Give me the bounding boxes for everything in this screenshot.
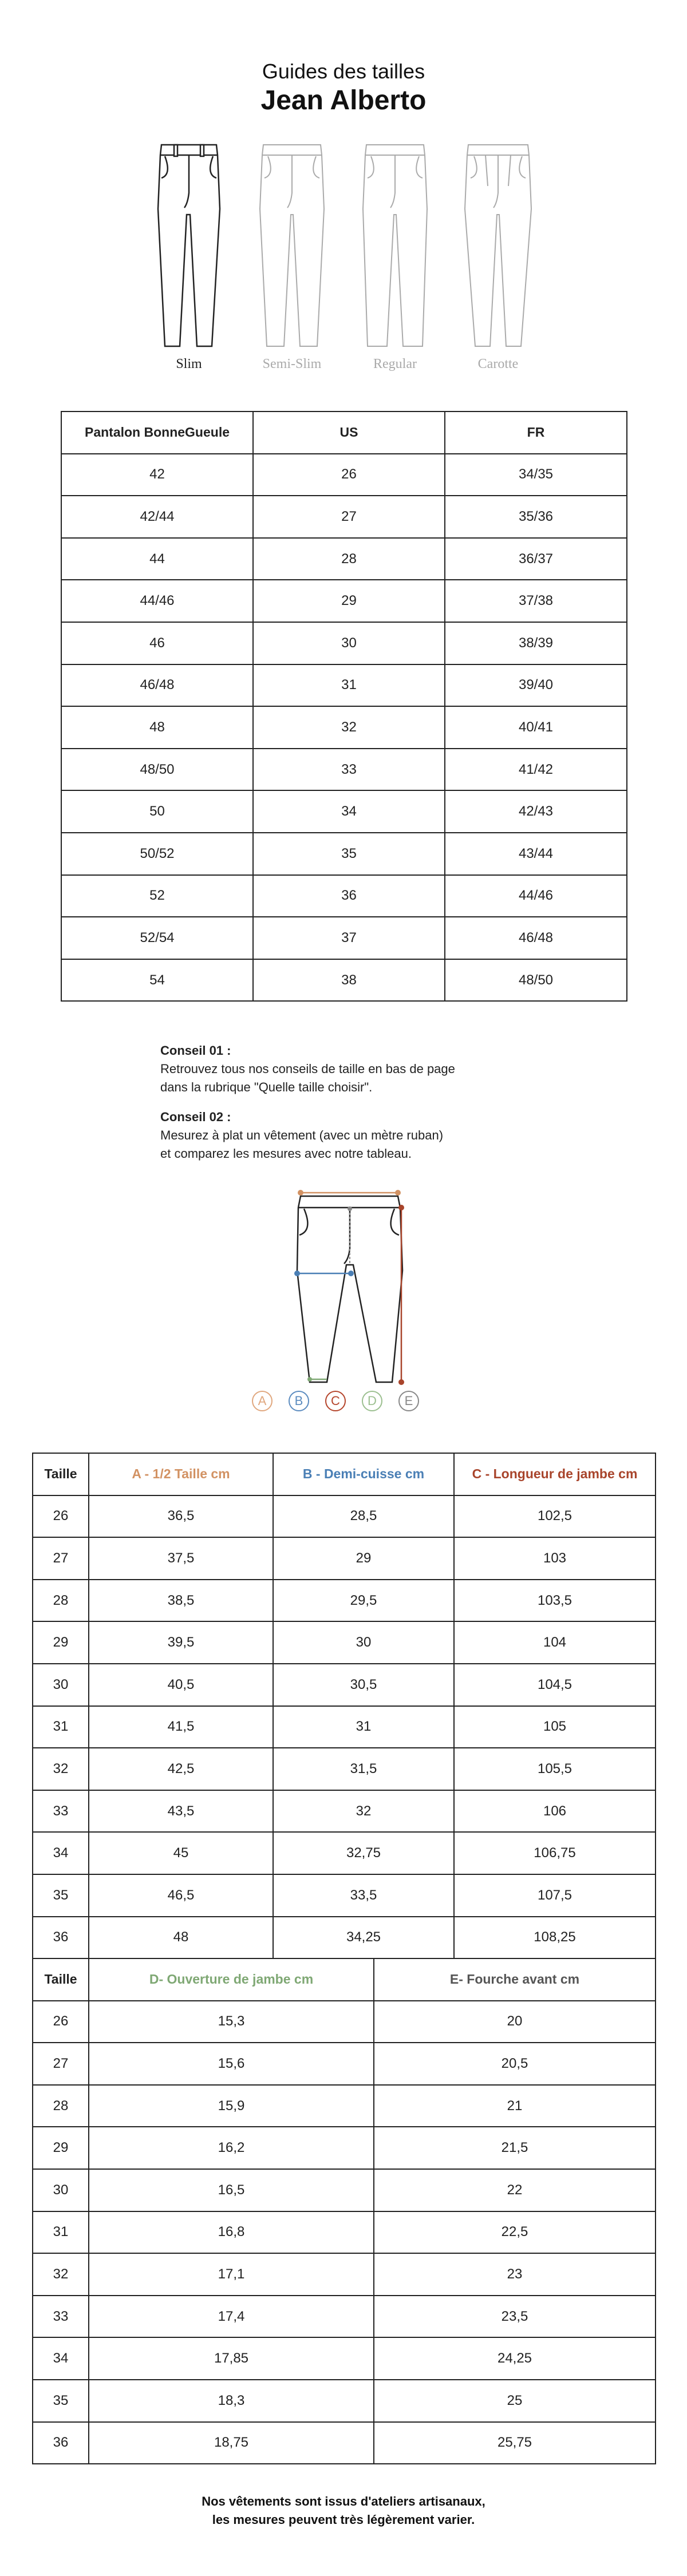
table-cell: 32	[33, 1748, 89, 1790]
table-row	[33, 2043, 656, 2085]
table-cell: 36	[33, 1917, 89, 1959]
table-cell: 25,75	[374, 2422, 656, 2464]
fit-label-carotte: Carotte	[477, 357, 519, 371]
table-row	[33, 1748, 656, 1790]
table-row	[33, 2127, 656, 2169]
table-cell: 43/44	[445, 833, 627, 875]
table-cell: 16,5	[89, 2169, 374, 2211]
table-row	[61, 959, 627, 1002]
column-header-c: C - Longueur de jambe cm	[454, 1453, 656, 1495]
table-cell: 31,5	[273, 1748, 454, 1790]
table-cell: 31	[33, 1706, 89, 1748]
table-row	[33, 1874, 656, 1917]
table-row	[33, 2085, 656, 2127]
fit-carotte[interactable]	[447, 140, 550, 372]
table-row	[33, 1790, 656, 1833]
table-row	[61, 875, 627, 917]
table-header-row	[33, 1453, 656, 1495]
table-cell: 105	[454, 1706, 656, 1748]
table-cell: 26	[253, 454, 445, 496]
page-subtitle: Guides des tailles	[262, 60, 425, 83]
regular-pants-icon	[355, 140, 435, 352]
table-cell: 33	[253, 749, 445, 791]
table-cell: 22	[374, 2169, 656, 2211]
table-cell: 32	[273, 1790, 454, 1833]
tip-2-line-2: et comparez les mesures avec notre tableau.	[160, 1146, 412, 1161]
table-cell: 52	[61, 875, 253, 917]
table-row	[61, 917, 627, 959]
table-cell: 44/46	[445, 875, 627, 917]
table-cell: 33,5	[273, 1874, 454, 1917]
table-cell: 24,25	[374, 2337, 656, 2380]
table-row	[61, 496, 627, 538]
table-cell: 42/43	[445, 790, 627, 833]
table-cell: 42,5	[89, 1748, 273, 1790]
table-cell: 52/54	[61, 917, 253, 959]
footnote-line-2: les mesures peuvent très légèrement varier.	[212, 2512, 475, 2527]
table-cell: 23,5	[374, 2296, 656, 2338]
table-cell: 17,1	[89, 2253, 374, 2296]
table-cell: 27	[253, 496, 445, 538]
table-cell: 27	[33, 1537, 89, 1580]
table-cell: 42	[61, 454, 253, 496]
table-cell: 36,5	[89, 1495, 273, 1538]
table-cell: 30,5	[273, 1664, 454, 1706]
table-cell: 26	[33, 2001, 89, 2043]
column-header-e: E- Fourche avant cm	[374, 1958, 656, 2001]
column-header: Taille	[33, 1958, 89, 2001]
tip-1-line-1: Retrouvez tous nos conseils de taille en bas de page	[160, 1062, 455, 1076]
table-cell: 25	[374, 2380, 656, 2422]
table-cell: 45	[89, 1832, 273, 1874]
table-cell: 16,8	[89, 2211, 374, 2254]
table-cell: 27	[33, 2043, 89, 2085]
table-cell: 36	[33, 2422, 89, 2464]
table-row	[61, 580, 627, 622]
table-cell: 28	[33, 2085, 89, 2127]
table-cell: 41/42	[445, 749, 627, 791]
table-cell: 29	[253, 580, 445, 622]
table-cell: 22,5	[374, 2211, 656, 2254]
fit-regular[interactable]	[344, 140, 447, 372]
table-cell: 29	[33, 2127, 89, 2169]
measure-b-point	[294, 1271, 300, 1276]
table-row	[33, 1917, 656, 1959]
table-row	[33, 2253, 656, 2296]
legend-e: E	[398, 1391, 419, 1411]
footnote-line-1: Nos vêtements sont issus d'ateliers artisanaux,	[202, 2494, 485, 2508]
table-cell: 30	[253, 622, 445, 664]
table-row	[33, 1706, 656, 1748]
table-cell: 31	[273, 1706, 454, 1748]
carotte-pants-icon	[458, 140, 538, 352]
table-row	[33, 1580, 656, 1622]
column-header-d: D- Ouverture de jambe cm	[89, 1958, 374, 2001]
column-header: US	[253, 411, 445, 454]
table-row	[33, 2380, 656, 2422]
table-cell: 21	[374, 2085, 656, 2127]
table-cell: 36	[253, 875, 445, 917]
table-cell: 30	[33, 1664, 89, 1706]
measurement-table-2	[32, 1958, 656, 2464]
table-row	[33, 2211, 656, 2254]
table-cell: 33	[33, 2296, 89, 2338]
table-cell: 32	[253, 706, 445, 749]
table-cell: 34,25	[273, 1917, 454, 1959]
measure-c-point	[398, 1205, 404, 1210]
table-cell: 40,5	[89, 1664, 273, 1706]
table-cell: 18,3	[89, 2380, 374, 2422]
table-cell: 30	[33, 2169, 89, 2211]
table-cell: 48/50	[445, 959, 627, 1002]
legend-d: D	[362, 1391, 382, 1411]
table-cell: 38,5	[89, 1580, 273, 1622]
table-cell: 31	[33, 2211, 89, 2254]
table-cell: 44	[61, 538, 253, 580]
fit-label-regular: Regular	[373, 357, 417, 371]
table-row	[33, 1495, 656, 1538]
measure-a-point	[395, 1190, 401, 1196]
column-header: Pantalon BonneGueule	[61, 411, 253, 454]
table-row	[61, 454, 627, 496]
table-cell: 50/52	[61, 833, 253, 875]
column-header-a: A - 1/2 Taille cm	[89, 1453, 273, 1495]
table-cell: 48	[89, 1917, 273, 1959]
table-cell: 37	[253, 917, 445, 959]
table-row	[33, 1832, 656, 1874]
table-cell: 46,5	[89, 1874, 273, 1917]
measure-d-point	[307, 1377, 312, 1382]
fit-label-slim: Slim	[176, 357, 202, 371]
table-cell: 15,9	[89, 2085, 374, 2127]
table-cell: 28,5	[273, 1495, 454, 1538]
measure-e-point	[348, 1206, 352, 1211]
table-cell: 48	[61, 706, 253, 749]
table-cell: 34	[33, 1832, 89, 1874]
column-header: Taille	[33, 1453, 89, 1495]
table-cell: 35	[33, 2380, 89, 2422]
table-cell: 50	[61, 790, 253, 833]
tip-2-line-1: Mesurez à plat un vêtement (avec un mètre ruban)	[160, 1128, 444, 1142]
size-conversion-table	[61, 411, 627, 1002]
table-row	[33, 1621, 656, 1664]
table-cell: 33	[33, 1790, 89, 1833]
legend-a: A	[252, 1391, 273, 1411]
table-cell: 106	[454, 1790, 656, 1833]
tip-2-title: Conseil 02 :	[160, 1110, 231, 1124]
table-row	[61, 706, 627, 749]
tip-1-title: Conseil 01 :	[160, 1043, 231, 1058]
table-cell: 36/37	[445, 538, 627, 580]
table-cell: 18,75	[89, 2422, 374, 2464]
table-row	[61, 622, 627, 664]
size-advice	[160, 1042, 538, 1163]
table-row	[33, 2296, 656, 2338]
table-cell: 15,3	[89, 2001, 374, 2043]
semi-slim-pants-icon	[252, 140, 332, 352]
table-row	[33, 1537, 656, 1580]
table-cell: 30	[273, 1621, 454, 1664]
table-cell: 29	[33, 1621, 89, 1664]
table-cell: 38/39	[445, 622, 627, 664]
column-header: FR	[445, 411, 627, 454]
table-row	[33, 2422, 656, 2464]
table-cell: 41,5	[89, 1706, 273, 1748]
table-cell: 32	[33, 2253, 89, 2296]
page-title: Jean Alberto	[260, 85, 427, 116]
table-cell: 20	[374, 2001, 656, 2043]
table-cell: 46/48	[445, 917, 627, 959]
table-cell: 39,5	[89, 1621, 273, 1664]
slim-pants-icon	[149, 140, 229, 352]
table-cell: 35	[253, 833, 445, 875]
measurement-diagram	[283, 1185, 415, 1391]
table-cell: 17,85	[89, 2337, 374, 2380]
measure-b-point	[348, 1271, 354, 1276]
fit-selector	[137, 140, 550, 386]
table-cell: 16,2	[89, 2127, 374, 2169]
table-cell: 108,25	[454, 1917, 656, 1959]
table-cell: 46/48	[61, 664, 253, 707]
table-cell: 104,5	[454, 1664, 656, 1706]
table-cell: 54	[61, 959, 253, 1002]
table-cell: 34	[33, 2337, 89, 2380]
table-row	[33, 2001, 656, 2043]
table-row	[61, 538, 627, 580]
measure-c-point	[398, 1379, 404, 1385]
table-cell: 38	[253, 959, 445, 1002]
table-cell: 20,5	[374, 2043, 656, 2085]
fit-label-semi-slim: Semi-Slim	[262, 357, 322, 371]
fit-semi-slim[interactable]	[240, 140, 344, 372]
table-cell: 29	[273, 1537, 454, 1580]
table-row	[61, 833, 627, 875]
table-cell: 105,5	[454, 1748, 656, 1790]
table-cell: 106,75	[454, 1832, 656, 1874]
fit-slim[interactable]	[137, 140, 240, 372]
table-header-row	[33, 1958, 656, 2001]
legend-b: B	[289, 1391, 309, 1411]
table-cell: 35/36	[445, 496, 627, 538]
table-row	[61, 749, 627, 791]
table-cell: 35	[33, 1874, 89, 1917]
measure-a-point	[298, 1190, 303, 1196]
table-cell: 23	[374, 2253, 656, 2296]
table-cell: 104	[454, 1621, 656, 1664]
table-cell: 48/50	[61, 749, 253, 791]
table-cell: 44/46	[61, 580, 253, 622]
table-cell: 28	[33, 1580, 89, 1622]
legend-c: C	[325, 1391, 346, 1411]
measurement-legend	[252, 1391, 435, 1416]
table-cell: 37/38	[445, 580, 627, 622]
table-cell: 32,75	[273, 1832, 454, 1874]
table-cell: 29,5	[273, 1580, 454, 1622]
table-row	[33, 2337, 656, 2380]
table-row	[33, 2169, 656, 2211]
table-cell: 15,6	[89, 2043, 374, 2085]
measurement-table-1	[32, 1453, 656, 1959]
table-row	[61, 664, 627, 707]
table-cell: 26	[33, 1495, 89, 1538]
table-cell: 103	[454, 1537, 656, 1580]
table-cell: 31	[253, 664, 445, 707]
table-cell: 37,5	[89, 1537, 273, 1580]
table-row	[61, 790, 627, 833]
table-cell: 39/40	[445, 664, 627, 707]
table-cell: 46	[61, 622, 253, 664]
table-cell: 43,5	[89, 1790, 273, 1833]
table-cell: 102,5	[454, 1495, 656, 1538]
table-cell: 28	[253, 538, 445, 580]
table-cell: 107,5	[454, 1874, 656, 1917]
table-cell: 40/41	[445, 706, 627, 749]
table-cell: 34	[253, 790, 445, 833]
table-cell: 21,5	[374, 2127, 656, 2169]
table-row	[33, 1664, 656, 1706]
table-cell: 34/35	[445, 454, 627, 496]
table-cell: 17,4	[89, 2296, 374, 2338]
table-cell: 103,5	[454, 1580, 656, 1622]
footnote	[0, 2492, 687, 2529]
table-header-row	[61, 411, 627, 454]
tip-1-line-2: dans la rubrique "Quelle taille choisir".	[160, 1080, 373, 1094]
column-header-b: B - Demi-cuisse cm	[273, 1453, 454, 1495]
table-cell: 42/44	[61, 496, 253, 538]
